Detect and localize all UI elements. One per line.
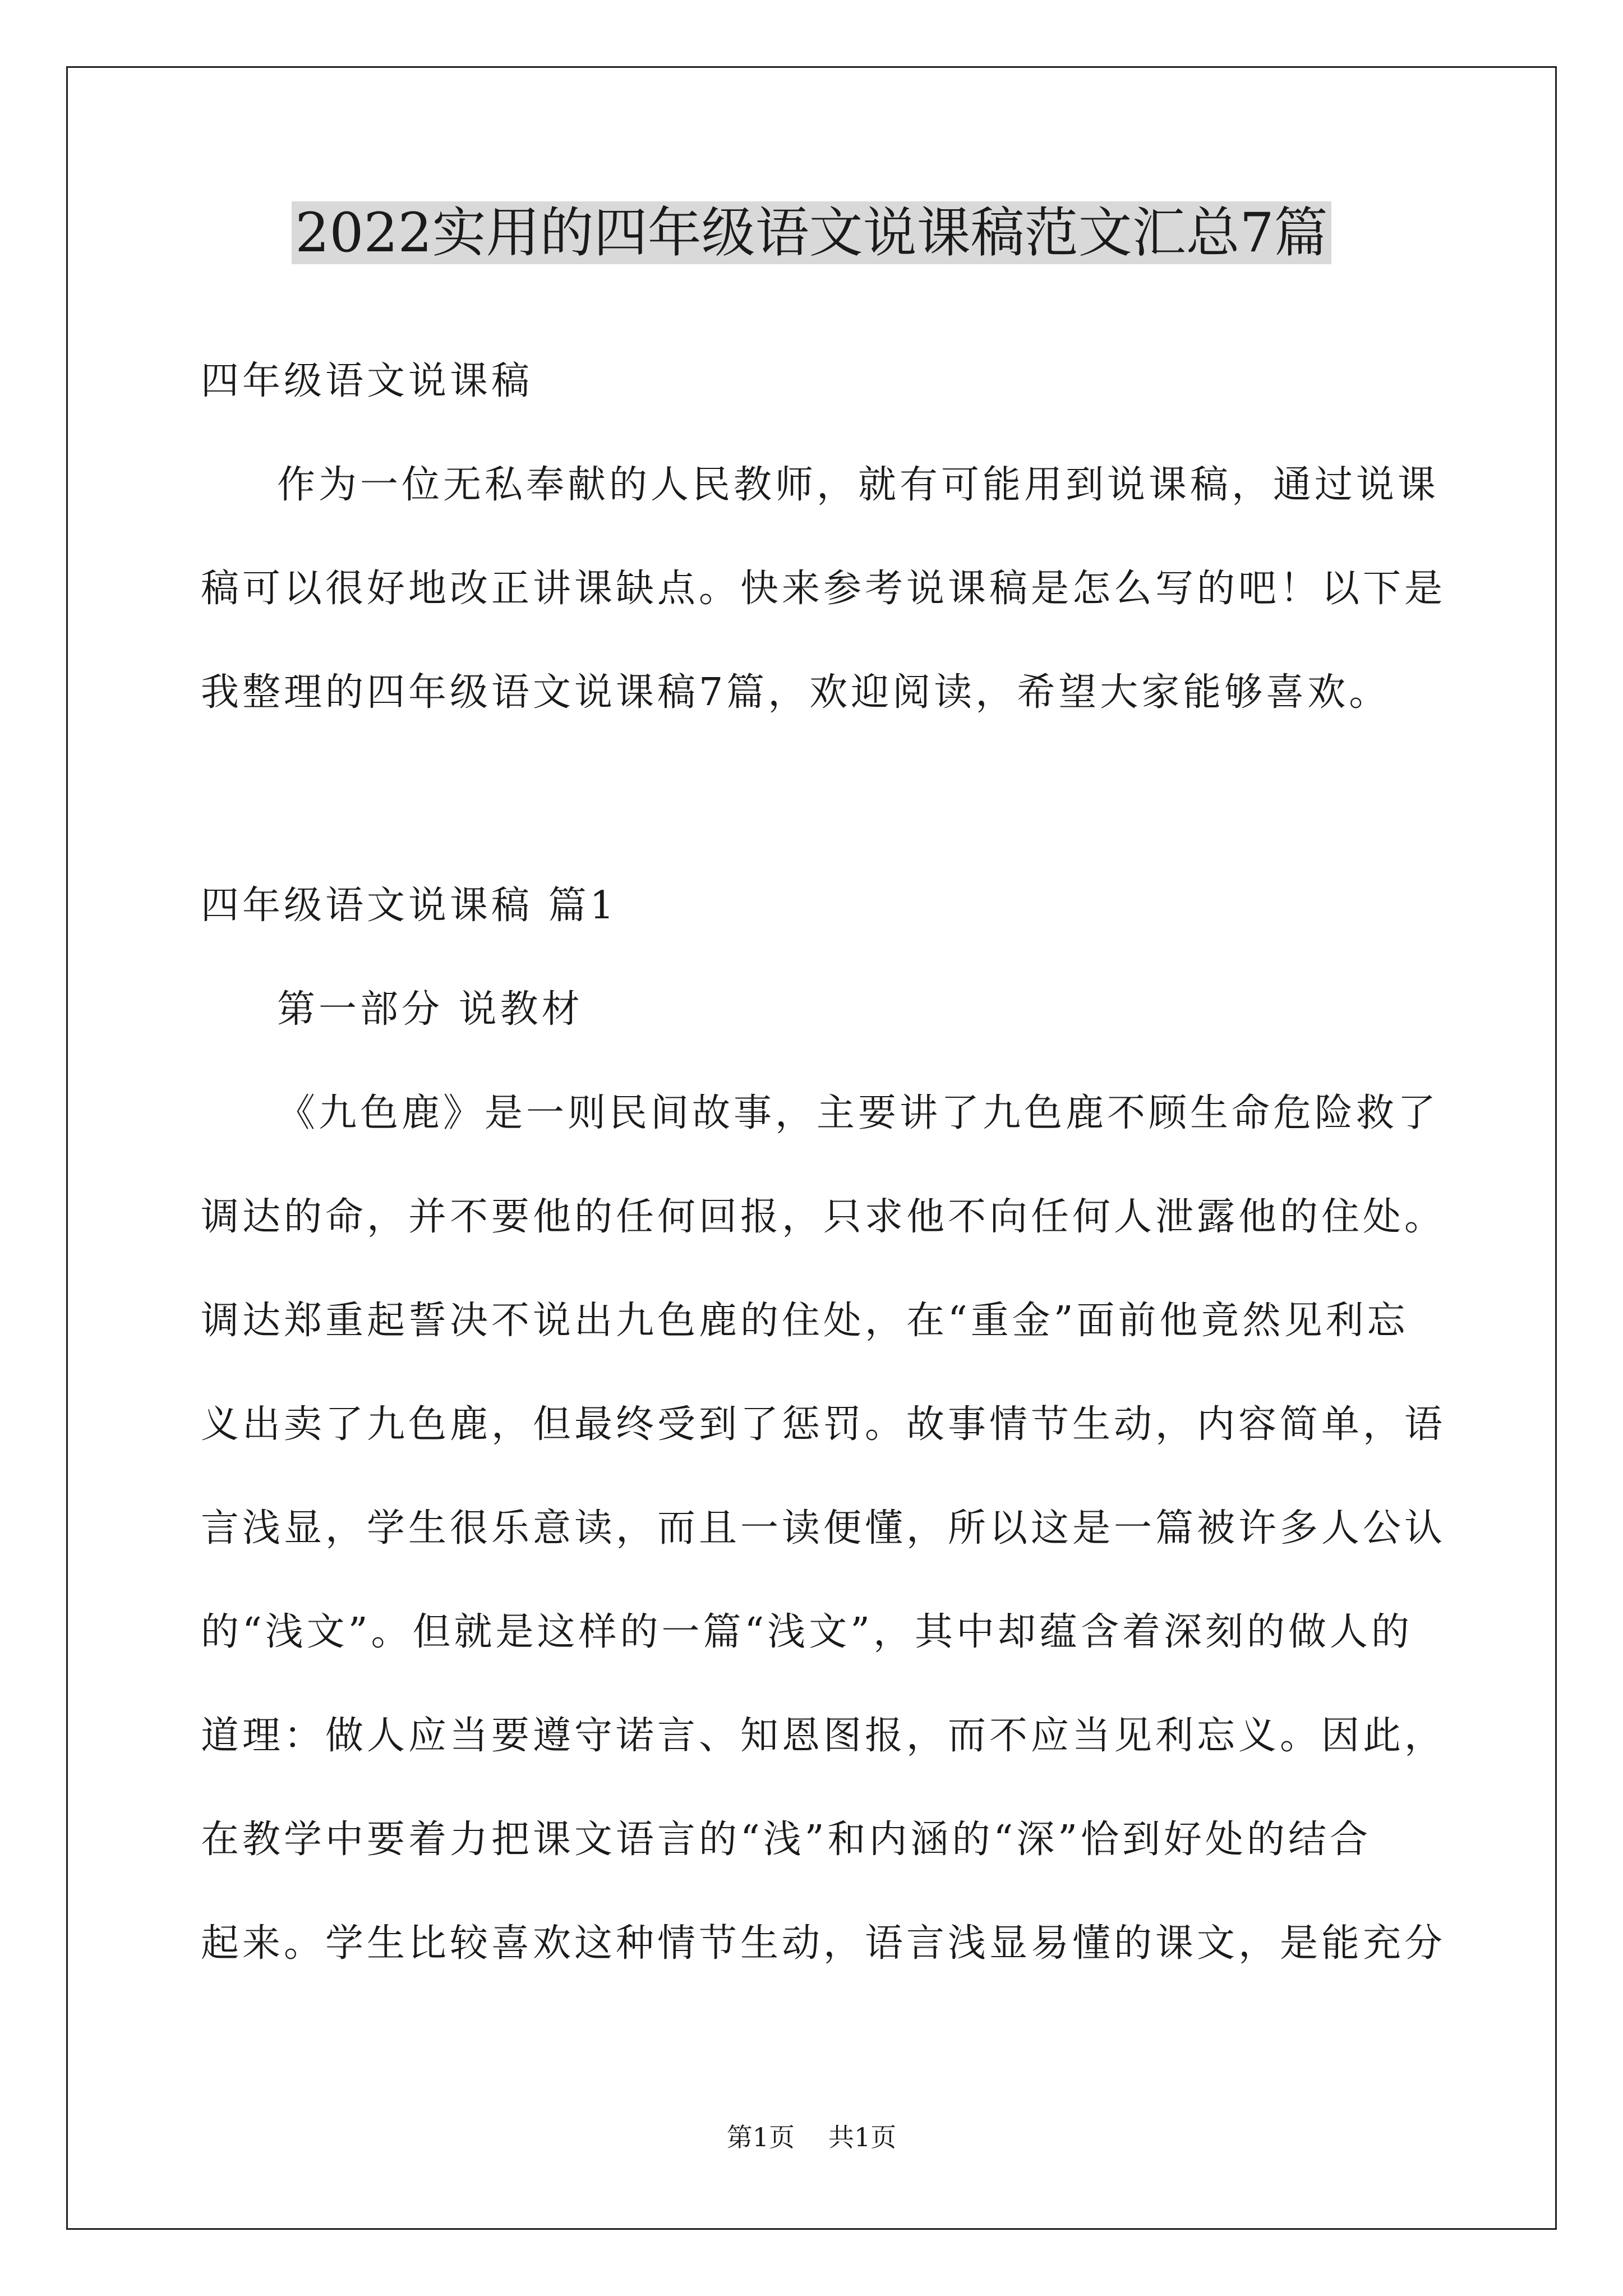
part-heading: 第一部分 说教材 — [277, 987, 583, 1032]
intro-line: 作为一位无私奉献的人民教师，就有可能用到说课稿，通过说课 — [277, 463, 1440, 507]
body-line: 义出卖了九色鹿，但最终受到了惩罚。故事情节生动，内容简单，语 — [201, 1402, 1446, 1447]
document-title-text: 2022实用的四年级语文说课稿范文汇总7篇 — [292, 201, 1331, 264]
body-line: 调达郑重起誓决不说出九色鹿的住处，在“重金”面前他竟然见利忘 — [201, 1299, 1409, 1343]
body-line: 在教学中要着力把课文语言的“浅”和内涵的“深”恰到好处的结合 — [201, 1818, 1372, 1862]
document-title — [0, 194, 1623, 272]
body-line: 道理：做人应当要遵守诺言、知恩图报，而不应当见利忘义。因此， — [201, 1714, 1446, 1758]
page-number: 第1页 — [726, 2122, 795, 2152]
body-line: 起来。学生比较喜欢这种情节生动，语言浅显易懂的课文，是能充分 — [201, 1921, 1446, 1966]
intro-line: 我整理的四年级语文说课稿7篇，欢迎阅读，希望大家能够喜欢。 — [201, 670, 1391, 715]
intro-line: 稿可以很好地改正讲课缺点。快来参考说课稿是怎么写的吧！以下是 — [201, 567, 1446, 611]
body-line: 《九色鹿》是一则民间故事，主要讲了九色鹿不顾生命危险救了 — [277, 1091, 1440, 1135]
body-line: 调达的命，并不要他的任何回报，只求他不向任何人泄露他的住处。 — [201, 1195, 1446, 1239]
page-total: 共1页 — [828, 2122, 897, 2152]
section-heading: 四年级语文说课稿 — [201, 359, 533, 403]
body-line: 言浅显，学生很乐意读，而且一读便懂，所以这是一篇被许多人公认 — [201, 1506, 1446, 1550]
body-line: 的“浅文”。但就是这样的一篇“浅文”，其中却蕴含着深刻的做人的 — [201, 1610, 1413, 1654]
page-footer — [0, 2120, 1623, 2154]
article-heading: 四年级语文说课稿 篇1 — [201, 884, 617, 928]
